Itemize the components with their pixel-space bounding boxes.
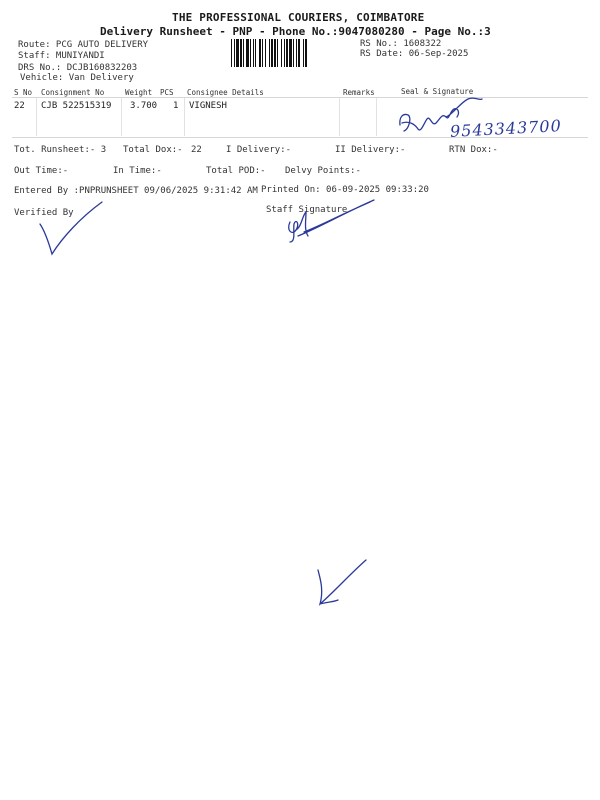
drs-number: DRS No.: DCJB160832203 [18, 63, 138, 73]
col-header-seal: Seal & Signature [401, 87, 474, 96]
barcode-bar [289, 39, 292, 67]
barcode-image [231, 39, 357, 67]
col-divider [184, 98, 185, 136]
col-divider [376, 98, 377, 136]
barcode-bar [262, 39, 263, 67]
i-delivery: I Delivery:- [226, 145, 292, 155]
barcode-bar [265, 39, 266, 67]
printed-on: Printed On: 06-09-2025 09:33:20 [261, 185, 429, 195]
col-divider [339, 98, 340, 136]
barcode-bar [243, 39, 244, 67]
barcode-bar [296, 39, 297, 67]
col-header-pcs: PCS [160, 88, 174, 97]
rs-date: RS Date: 06-Sep-2025 [360, 49, 469, 59]
rs-number: RS No.: 1608322 [360, 39, 442, 49]
verified-by-signature [36, 198, 106, 258]
barcode-bar [236, 39, 239, 67]
route-label: Route: PCG AUTO DELIVERY [18, 40, 149, 50]
company-title: THE PROFESSIONAL COURIERS, COIMBATORE [172, 11, 425, 24]
row-sno: 22 [14, 101, 25, 111]
barcode-bar [253, 39, 254, 67]
row-pcs: 1 [173, 101, 179, 111]
row-consignee: VIGNESH [189, 101, 227, 111]
tot-runsheet: Tot. Runsheet:- 3 [14, 145, 107, 155]
col-header-weight: Weight [125, 88, 153, 97]
barcode-bar [259, 39, 261, 67]
row-weight: 3.700 [130, 101, 158, 111]
barcode-bar [274, 39, 276, 67]
barcode-bar [255, 39, 256, 67]
verified-by-label: Verified By [14, 208, 74, 218]
rtn-dox: RTN Dox:- [449, 145, 498, 155]
handwritten-phone-number: 9543343700 [449, 116, 563, 141]
total-dox-label: Total Dox:- [123, 145, 183, 155]
barcode-bar [246, 39, 249, 67]
barcode-bar [277, 39, 278, 67]
barcode-bar [269, 39, 270, 67]
staff-label: Staff: MUNIYANDI [18, 51, 105, 61]
barcode-bar [250, 39, 251, 67]
barcode-bar [293, 39, 294, 67]
table-top-rule [12, 97, 588, 98]
ii-delivery: II Delivery:- [335, 145, 406, 155]
barcode-bar [305, 39, 307, 67]
total-dox-value: 22 [191, 145, 202, 155]
check-mark-icon [312, 556, 372, 608]
runsheet-subtitle: Delivery Runsheet - PNP - Phone No.:9047080280 - Page No.:3 [100, 25, 491, 38]
barcode-bar [281, 39, 282, 67]
barcode-bar [303, 39, 304, 67]
out-time: Out Time:- [14, 166, 69, 176]
barcode-bar [240, 39, 242, 67]
col-header-consignee: Consignee Details [187, 88, 264, 97]
col-header-sno: S No [14, 88, 33, 97]
col-divider [36, 98, 37, 136]
barcode-bar [231, 39, 232, 67]
entered-by: Entered By :PNPRUNSHEET 09/06/2025 9:31:42 AM [14, 186, 258, 196]
col-divider [121, 98, 122, 136]
barcode-bar [284, 39, 285, 67]
col-header-consignment: Consignment No [41, 88, 105, 97]
row-consignment-no: CJB 522515319 [41, 101, 112, 111]
in-time: In Time:- [113, 166, 162, 176]
barcode-bar [286, 39, 288, 67]
barcode-bar [271, 39, 273, 67]
total-pod: Total POD:- [206, 166, 266, 176]
barcode-bar [234, 39, 235, 67]
barcode-bar [298, 39, 300, 67]
delvy-points: Delvy Points:- [285, 166, 361, 176]
col-header-remarks: Remarks [343, 88, 375, 97]
staff-signature [284, 196, 376, 246]
staff-signature-label: Staff Signature [266, 205, 348, 215]
vehicle-label: Vehicle: Van Delivery [20, 73, 134, 83]
